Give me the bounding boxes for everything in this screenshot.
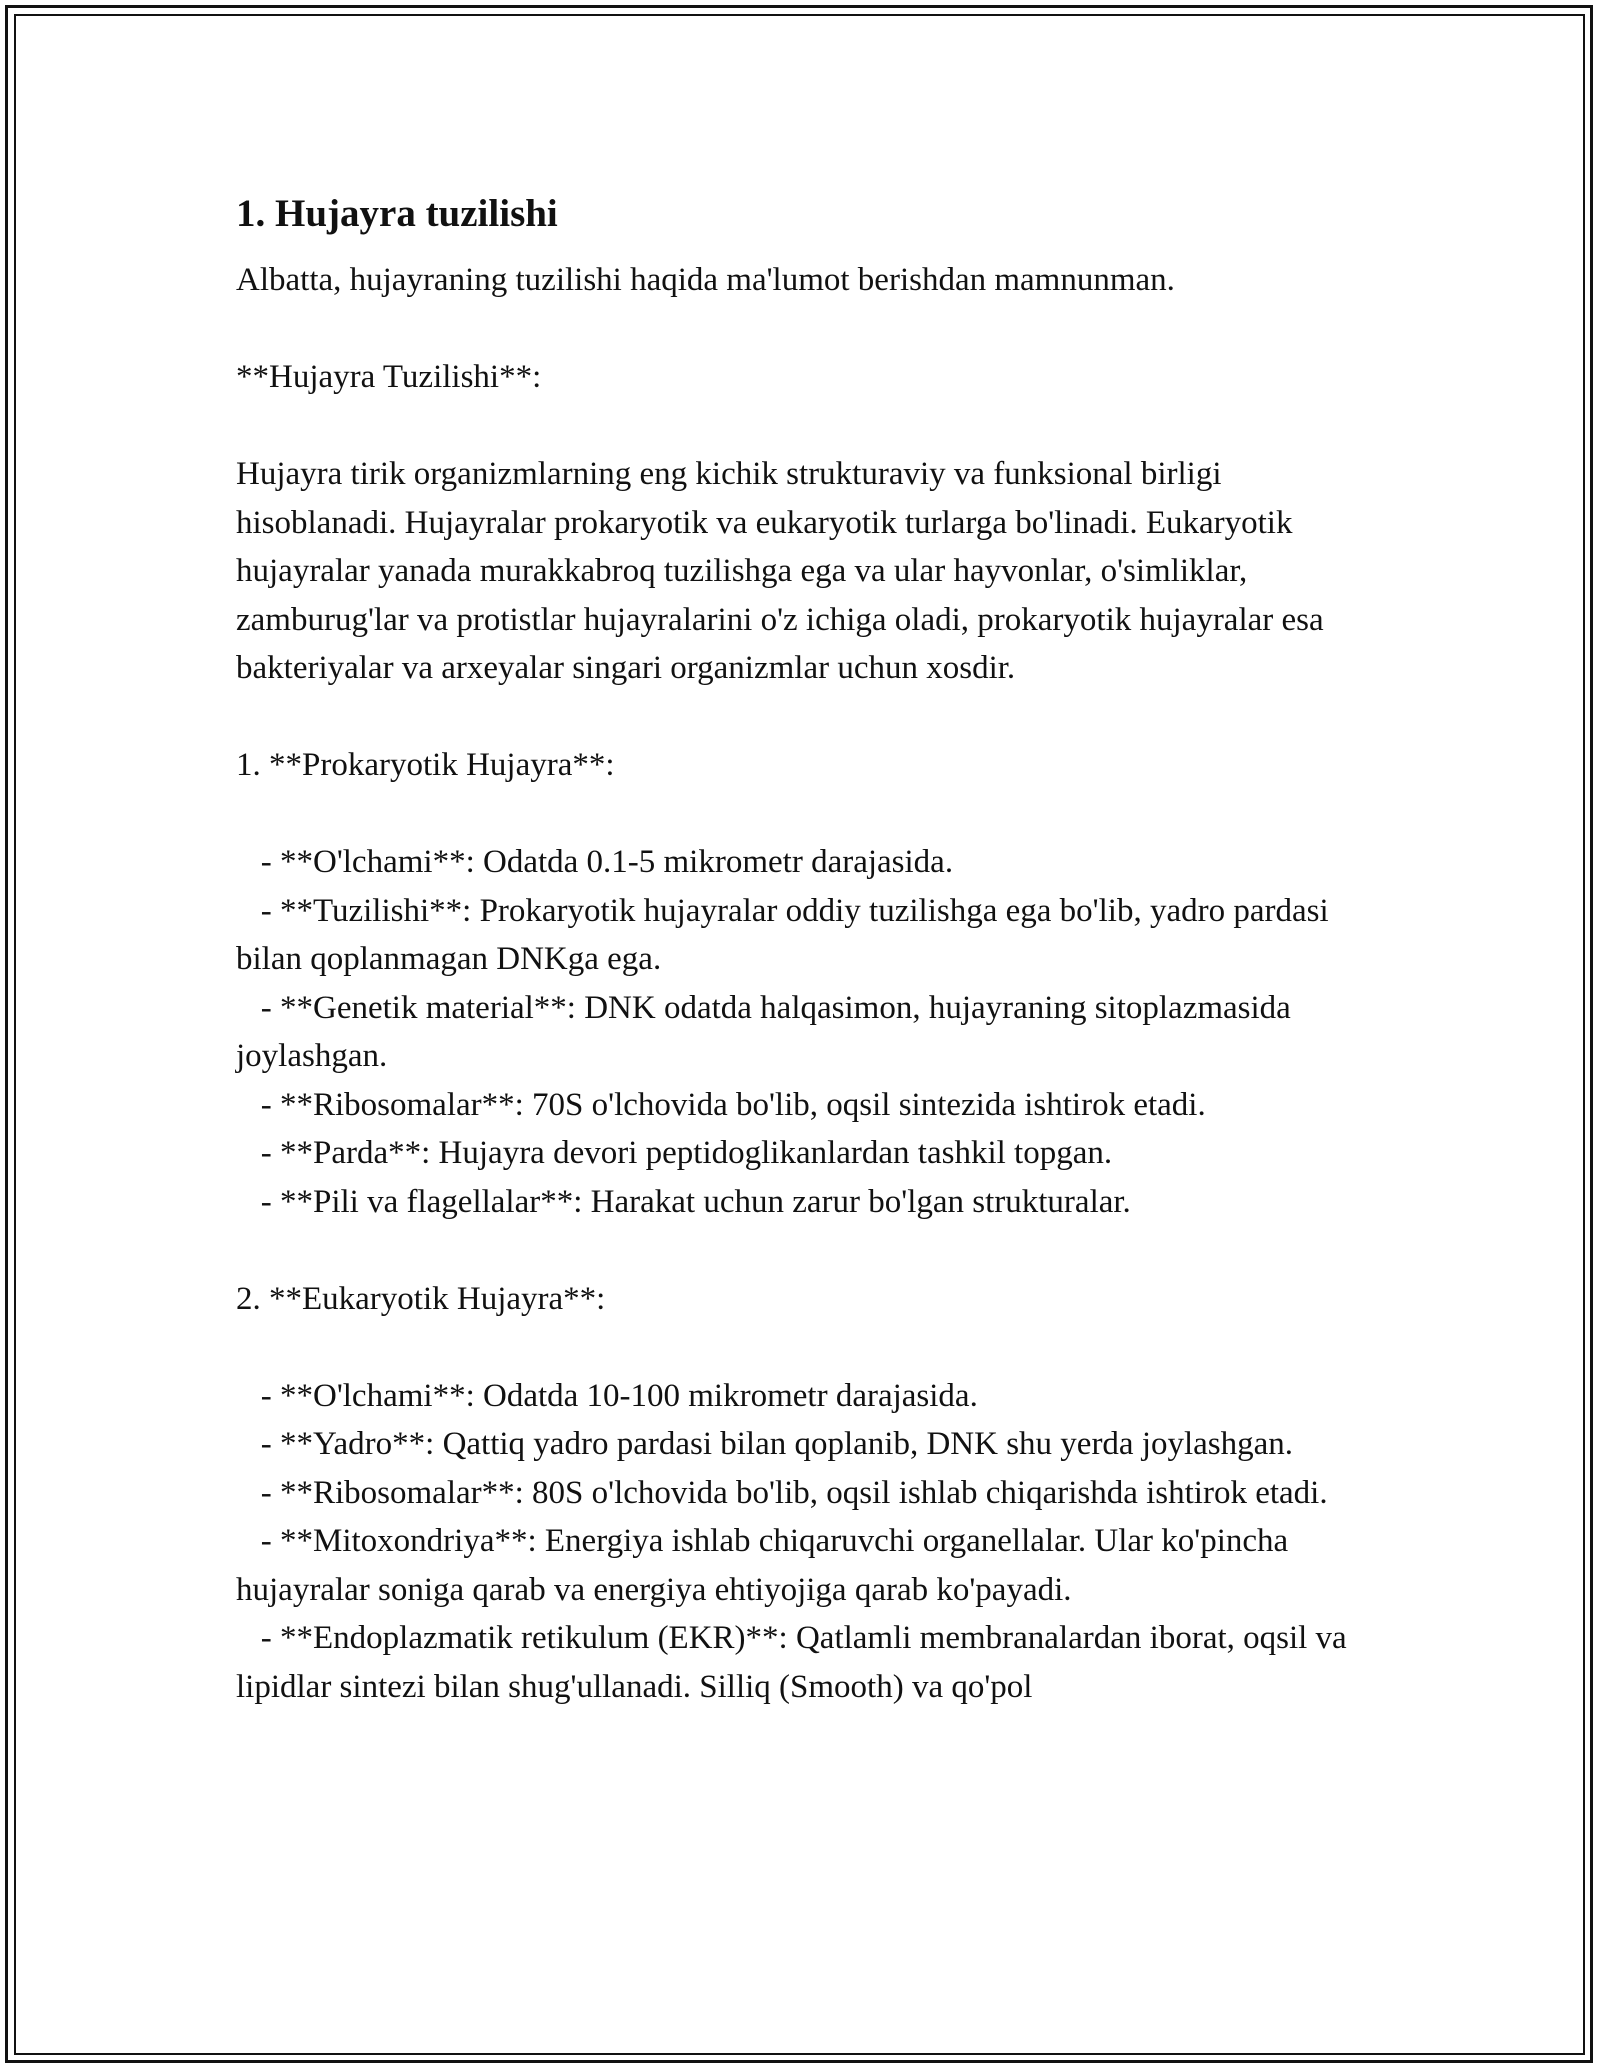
overview-paragraph: Hujayra tirik organizmlarning eng kichik strukturaviy va funksional birligi hisoblanadi. Hujayralar prokaryotik va eukaryotik turlarga bo'linadi. Eukaryotik hujayralar yanada murakkabroq tuzilishga ega va ular hayvonlar, o'simliklar, zamburug'lar va protistlar hujayralarini o'z ichiga oladi, prokaryotik hujayralar esa bakteriyalar va arxeyalar singari organizmlar uchun xosdir. <box>236 456 1332 686</box>
intro-paragraph: Albatta, hujayraning tuzilishi haqida ma'lumot berishdan mamnunman. <box>236 262 1175 298</box>
paragraph-gap <box>236 402 1376 451</box>
paragraph-gap <box>236 790 1376 839</box>
eukaryotic-heading: 2. **Eukaryotik Hujayra**: <box>236 1280 606 1317</box>
document-body <box>236 190 1376 1711</box>
paragraph-gap <box>236 1323 1376 1372</box>
prokaryotic-heading: 1. **Prokaryotik Hujayra**: <box>236 747 615 783</box>
paragraph-gap <box>236 693 1376 742</box>
paragraph-gap <box>236 1226 1376 1275</box>
section-heading: **Hujayra Tuzilishi**: <box>236 359 542 395</box>
paragraph-gap <box>236 305 1376 354</box>
prokaryotic-list: - **O'lchami**: Odatda 0.1-5 mikrometr darajasida. - **Tuzilishi**: Prokaryotik hujayralar oddiy tuzilishga ega bo'lib, yadro pardasi bilan qoplanmagan DNKga ega. - **Genetik material**: DNK odatda halqasimon, hujayraning sitoplazmasida joylashgan. - **Ribosomalar**: 70S o'lchovida bo'lib, oqsil sintezida ishtirok etadi. - **Parda**: Hujayra devori peptidoglikanlardan tashkil topgan. - **Pili va flagellalar**: Harakat uchun zarur bo'lgan strukturalar. <box>236 844 1329 1220</box>
eukaryotic-list: - **O'lchami**: Odatda 10-100 mikrometr darajasida. - **Yadro**: Qattiq yadro pardasi bilan qoplanib, DNK shu yerda joylashgan. - **Ribosomalar**: 80S o'lchovida bo'lib, oqsil ishlab chiqarishda ishtirok etadi. - **Mitoxondriya**: Energiya ishlab chiqaruvchi organellalar. Ular ko'pincha hujayralar soniga qarab va energiya ehtiyojiga qarab ko'payadi. - **Endoplazmatik retikulum (EKR)**: Qatlamli membranalardan iborat, oqsil va lipidlar sintezi bilan shug'ullanadi. Silliq (Smooth) va qo'pol <box>236 1377 1347 1705</box>
document-title: 1. Hujayra tuzilishi <box>236 192 558 235</box>
